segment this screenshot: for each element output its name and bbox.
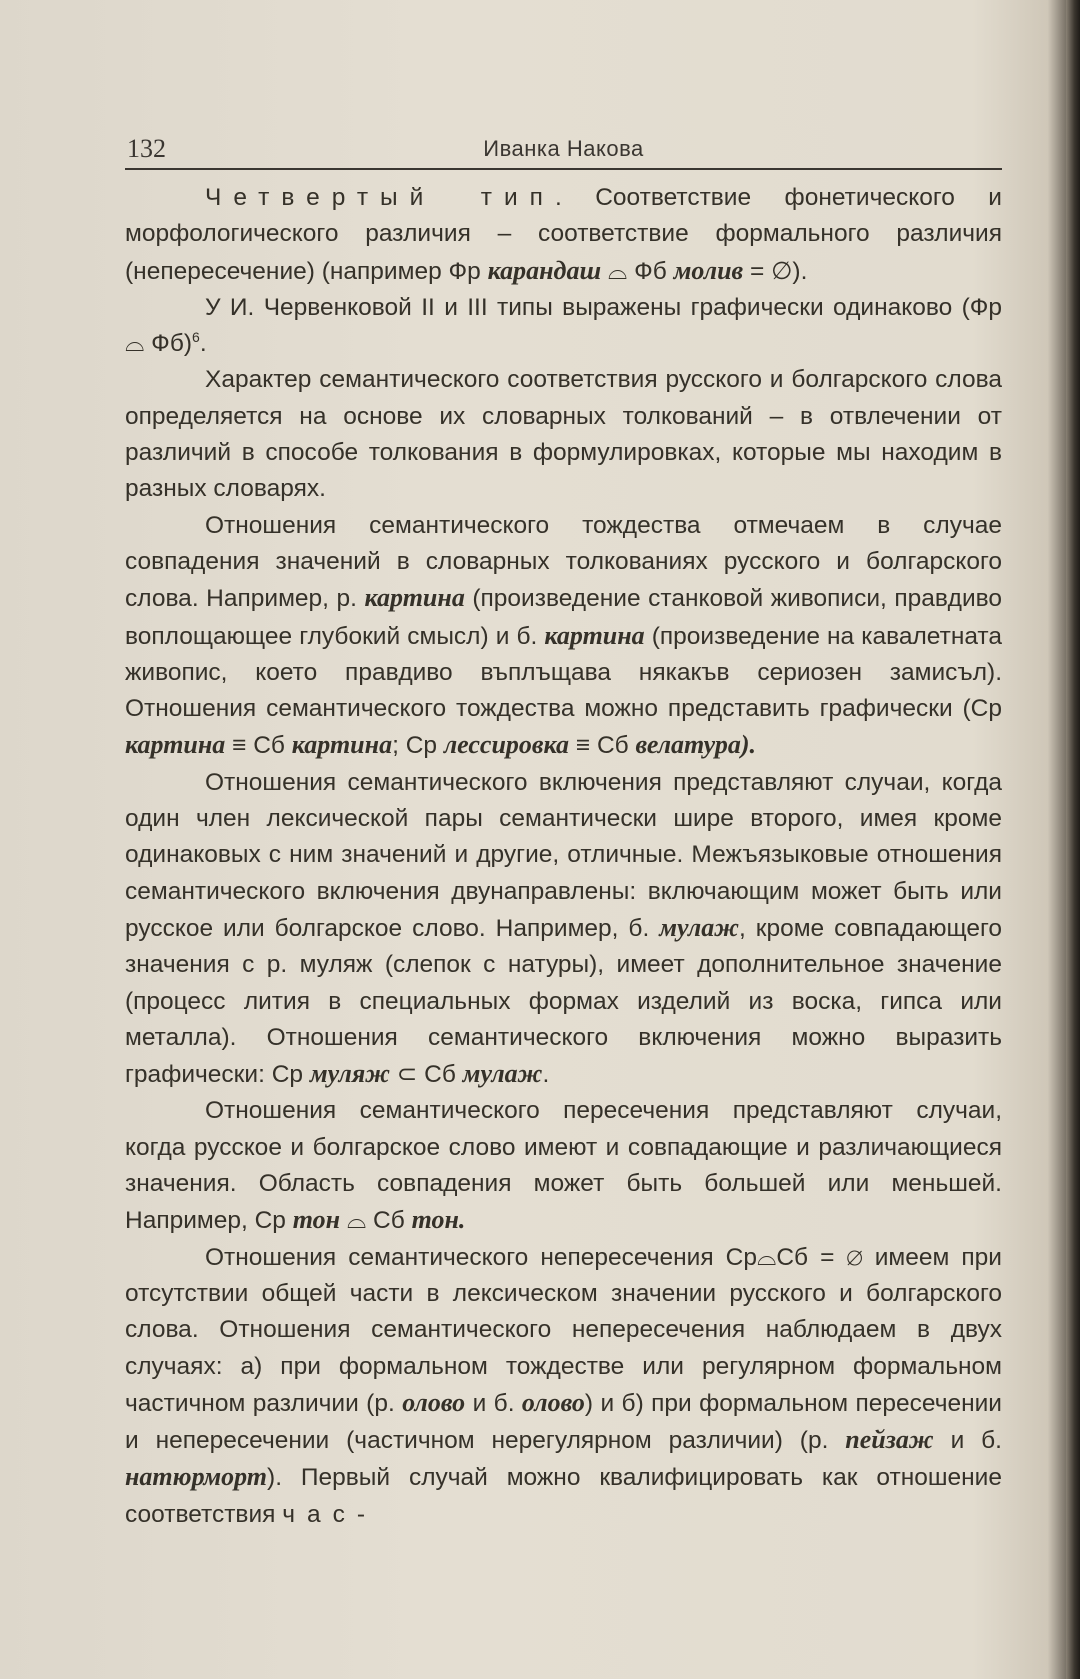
footnote-ref: 6: [192, 329, 200, 346]
text-run: ≡ Сб: [225, 732, 292, 760]
text-run: = ∅).: [743, 257, 808, 285]
paragraph-p3: [125, 362, 1002, 507]
paragraph-p5: [125, 765, 1002, 1094]
italic-term: картина: [544, 620, 645, 650]
text-run: .: [542, 1061, 550, 1089]
italic-term: олово: [521, 1387, 585, 1417]
text-run: .: [199, 330, 207, 358]
text-run: ) и б) при формальном пересечении и непересечении (частичном нерегулярном различии) (р.: [125, 1389, 1002, 1455]
text-run: ⌓ Фб: [601, 257, 674, 285]
book-spine-edge: [1066, 0, 1080, 1679]
italic-term: лессировка: [443, 730, 570, 760]
paragraph-p6: [125, 1093, 1002, 1239]
italic-term: муляж: [309, 1059, 390, 1089]
italic-term: велатура).: [635, 730, 756, 760]
paragraph-p2: [125, 290, 1002, 363]
text-run: Отношения семантического тождества отмечаем в случае совпадения значений в словарных толкованиях русского и болгарского слова. Например, р.: [125, 511, 1002, 613]
body-text: [125, 180, 1002, 1533]
text-run: ; Ср: [392, 732, 444, 760]
text-run: Отношения семантического включения представляют случаи, когда один член лексической пары семантически шире второго, имея кроме одинаковых с ним значений и другие, отличные. Межъязыковые отношения семантического включения двунаправлены: включающим может быть или русское или болгарское слово. Например, б.: [125, 768, 1002, 942]
text-run: Отношения семантического непересечения Ср⌓Сб = ∅ имеем при отсутствии общей части в лексическом значении русского и болгарского слова. Отношения семантического непересечения наблюдаем в двух случаях: а) при формальном тождестве или регулярном формальном частичном различии (р.: [125, 1243, 1002, 1417]
italic-term: мулаж: [659, 912, 739, 942]
text-run: ≡ Сб: [569, 732, 636, 760]
paragraph-p7: [125, 1240, 1002, 1533]
paragraph-p1: [125, 180, 1002, 290]
spaced-emphasis: час-: [282, 1500, 378, 1528]
italic-term: олово: [402, 1387, 466, 1417]
text-run: Отношения семантического пересечения представляют случаи, когда русское и болгарское слово имеют и совпадающие и различающиеся значения. Область совпадения может быть большей или меньшей. Например, Ср: [125, 1097, 1002, 1235]
running-head: Иванка Накова: [483, 136, 644, 161]
text-run: и б.: [465, 1389, 522, 1417]
text-run: и б.: [933, 1427, 1002, 1455]
italic-term: тон: [292, 1205, 341, 1235]
paragraph-p4: [125, 508, 1002, 765]
page-header: [125, 132, 1002, 170]
text-run: (произведение станковой живописи, правдиво воплощающее глубокий смысл) и б.: [125, 585, 1002, 650]
italic-term: пейзаж: [845, 1425, 934, 1455]
italic-term: тон.: [411, 1205, 466, 1235]
text-run: Характер семантического соответствия русского и болгарского слова определяется на основе их словарных толкований – в отвлечении от различий в способе толкования в формулировках, которые мы находим в разных словарях.: [125, 366, 1002, 503]
italic-term: натюрморт: [125, 1462, 268, 1492]
italic-term: карандаш: [487, 255, 602, 285]
italic-term: молив: [673, 255, 744, 285]
italic-term: картина: [291, 730, 393, 760]
spaced-emphasis: Четвертый тип: [205, 184, 555, 211]
italic-term: картина: [125, 730, 226, 760]
page-number: 132: [127, 134, 166, 163]
italic-term: мулаж: [462, 1059, 543, 1089]
text-run: У И. Червенковой II и III типы выражены графически одинаково (Фр ⌓ Фб): [125, 293, 1002, 358]
text-run: ). Первый случай можно квалифицировать как отношение соответствия: [125, 1464, 1002, 1528]
text-run: ⌓ Сб: [340, 1207, 412, 1235]
text-run: . Соответствие фонетического и морфологического различия – соответствие формального различия (непересечение) (например Фр: [125, 184, 1002, 285]
text-run: , кроме совпадающего значения с р. муляж (слепок с натуры), имеет дополнительное значение (процесс лития в специальных формах изделий из воска, гипса или металла). Отношения семантического включения можно выразить графически: Ср: [125, 914, 1003, 1089]
text-run: (произведение на кавалетната живопис, което правдиво въплъщава някакъв сериозен замисъл). Отношения семантического тождества можно представить графически (Ср: [125, 622, 1003, 723]
text-run: ⊂ Сб: [389, 1061, 463, 1089]
italic-term: картина: [364, 583, 465, 613]
